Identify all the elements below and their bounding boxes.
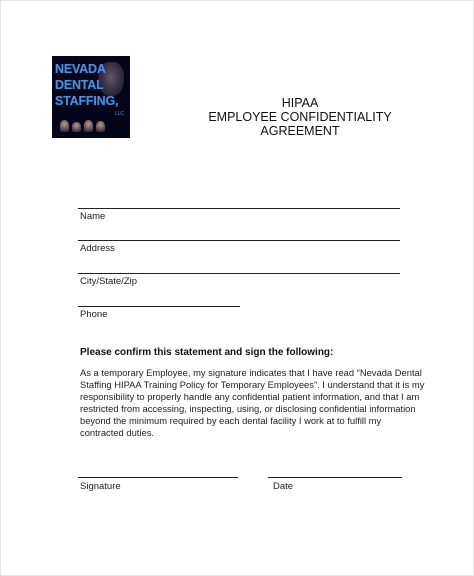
signature-line[interactable] — [78, 477, 238, 478]
document-title — [200, 96, 400, 138]
address-line[interactable] — [78, 240, 400, 241]
logo-llc-text: LLC — [114, 111, 124, 117]
statement-line: contracted duties. — [80, 427, 155, 439]
statement-line: beyond the minimum required by each dental facility I work at to fulfill my — [80, 415, 382, 427]
confidentiality-statement — [80, 367, 425, 440]
phone-label: Phone — [80, 309, 108, 320]
address-label: Address — [80, 243, 115, 254]
date-line[interactable] — [268, 477, 402, 478]
phone-line[interactable] — [78, 306, 240, 307]
logo-text-line-3: STAFFING, — [55, 94, 119, 108]
confirm-heading: Please confirm this statement and sign the following: — [80, 347, 334, 358]
title-line-3: AGREEMENT — [260, 124, 340, 138]
logo-people-icon — [58, 118, 124, 132]
logo-text-line-2: DENTAL — [55, 78, 104, 92]
logo-text-line-1: NEVADA — [55, 62, 106, 76]
name-line[interactable] — [78, 208, 400, 209]
company-logo — [52, 56, 130, 138]
statement-line: Staffing HIPAA Training Policy for Temporary Employees”. I understand that it is my — [80, 379, 425, 391]
title-line-2: EMPLOYEE CONFIDENTIALITY — [208, 110, 392, 124]
name-label: Name — [80, 211, 106, 222]
statement-line: As a temporary Employee, my signature indicates that I have read “Nevada Dental — [80, 367, 422, 378]
city-state-zip-label: City/State/Zip — [80, 276, 138, 287]
signature-label: Signature — [80, 481, 121, 492]
city-state-zip-line[interactable] — [78, 273, 400, 274]
title-line-1: HIPAA — [281, 96, 319, 110]
statement-line: responsibility to properly handle any confidential patient information, and that I am — [80, 391, 420, 403]
statement-line: restricted from accessing, inspecting, using, or disclosing confidential information — [80, 403, 416, 415]
date-label: Date — [273, 481, 294, 492]
